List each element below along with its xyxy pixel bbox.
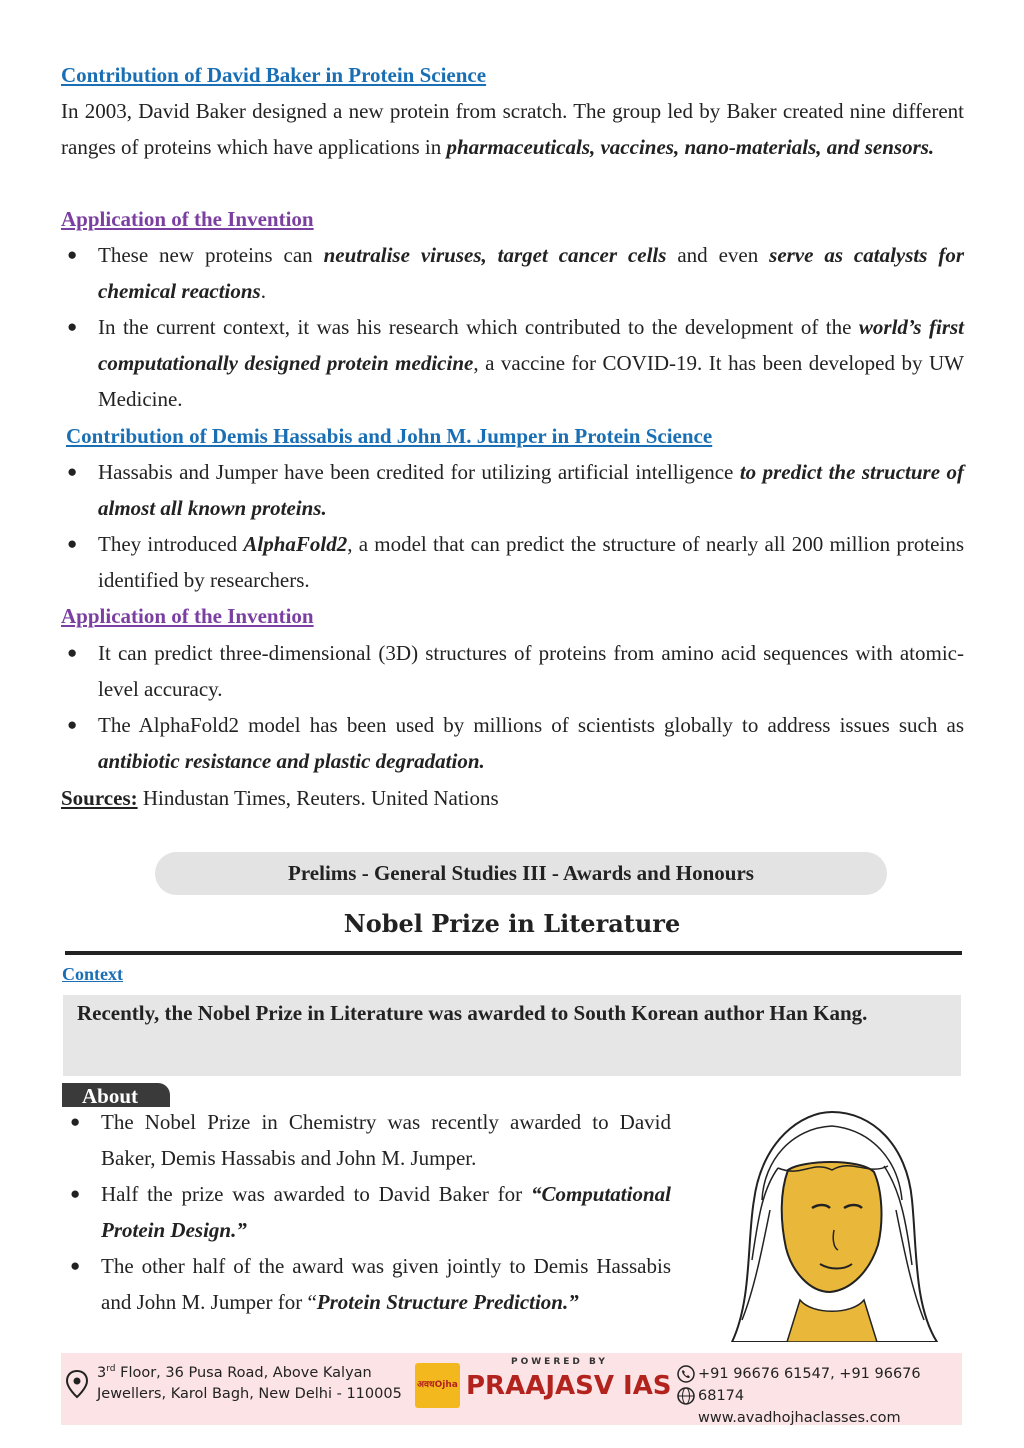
list-item: ● These new proteins can neutralise viruses, target cancer cells and even serve as catalysts for chemical reactions. (61, 237, 964, 309)
about-list (64, 1104, 671, 1320)
list-item: ● The Nobel Prize in Chemistry was recently awarded to David Baker, Demis Hassabis and John M. Jumper. (64, 1104, 671, 1176)
context-box: Recently, the Nobel Prize in Literature was awarded to South Korean author Han Kang. (63, 995, 961, 1076)
list-item: ● The other half of the award was given jointly to Demis Hassabis and John M. Jumper for “Protein Structure Prediction.” (64, 1248, 671, 1320)
application-list-1 (61, 237, 964, 417)
phone-icon (677, 1365, 695, 1383)
website-link[interactable]: www.avadhojhaclasses.com (698, 1410, 901, 1426)
phone-numbers: +91 96676 61547, +91 96676 68174 (698, 1366, 921, 1404)
list-item: ● They introduced AlphaFold2, a model that can predict the structure of nearly all 200 million proteins identified by researchers. (61, 526, 964, 598)
list-item: ● The AlphaFold2 model has been used by millions of scientists globally to address issues such as antibiotic resistance and plastic degradation. (61, 707, 964, 779)
list-item: ● Half the prize was awarded to David Baker for “Computational Protein Design.” (64, 1176, 671, 1248)
portrait-illustration (692, 1100, 962, 1342)
globe-icon (677, 1387, 695, 1405)
baker-heading: Contribution of David Baker in Protein Science (61, 63, 487, 87)
brand-logo: अवधOjha (415, 1363, 460, 1408)
list-item: ● In the current context, it was his research which contributed to the development of the world’s first computationally designed protein medicine, a vaccine for COVID-19. It has been developed by UW Medicine. (61, 309, 964, 417)
portrait-drawing (692, 1100, 962, 1342)
page-title: Nobel Prize in Literature (343, 909, 681, 938)
hassabis-jumper-heading: Contribution of Demis Hassabis and John M. Jumper in Protein Science (66, 424, 713, 448)
about-tab: About (62, 1083, 170, 1107)
hassabis-jumper-list (61, 454, 964, 598)
footer-bar (61, 1353, 962, 1425)
baker-paragraph: In 2003, David Baker designed a new protein from scratch. The group led by Baker created nine different ranges of proteins which have applications in pharmaceuticals, vaccines, nano-materials, and sensors. (61, 99, 964, 159)
brand-name: PRAAJASV IAS (466, 1371, 672, 1401)
context-label: Context (62, 964, 123, 984)
list-item: ● It can predict three-dimensional (3D) structures of proteins from amino acid sequences with atomic-level accuracy. (61, 635, 964, 707)
title-divider (65, 951, 962, 955)
footer-contact (698, 1363, 962, 1429)
footer-address: 3rd Floor, 36 Pusa Road, Above Kalyan Jewellers, Karol Bagh, New Delhi - 110005 (97, 1364, 402, 1402)
list-item: ● Hassabis and Jumper have been credited for utilizing artificial intelligence to predict the structure of almost all known proteins. (61, 454, 964, 526)
location-pin-icon (65, 1369, 89, 1401)
application-heading-1: Application of the Invention (61, 207, 314, 231)
powered-by-label: POWERED BY (511, 1357, 608, 1367)
application-heading-2: Application of the Invention (61, 604, 314, 628)
application-list-2 (61, 635, 964, 779)
sources-line: Sources: Hindustan Times, Reuters. United Nations (61, 786, 499, 810)
sources-label: Sources: (61, 786, 138, 810)
section-pill: Prelims - General Studies III - Awards and Honours (155, 852, 887, 895)
